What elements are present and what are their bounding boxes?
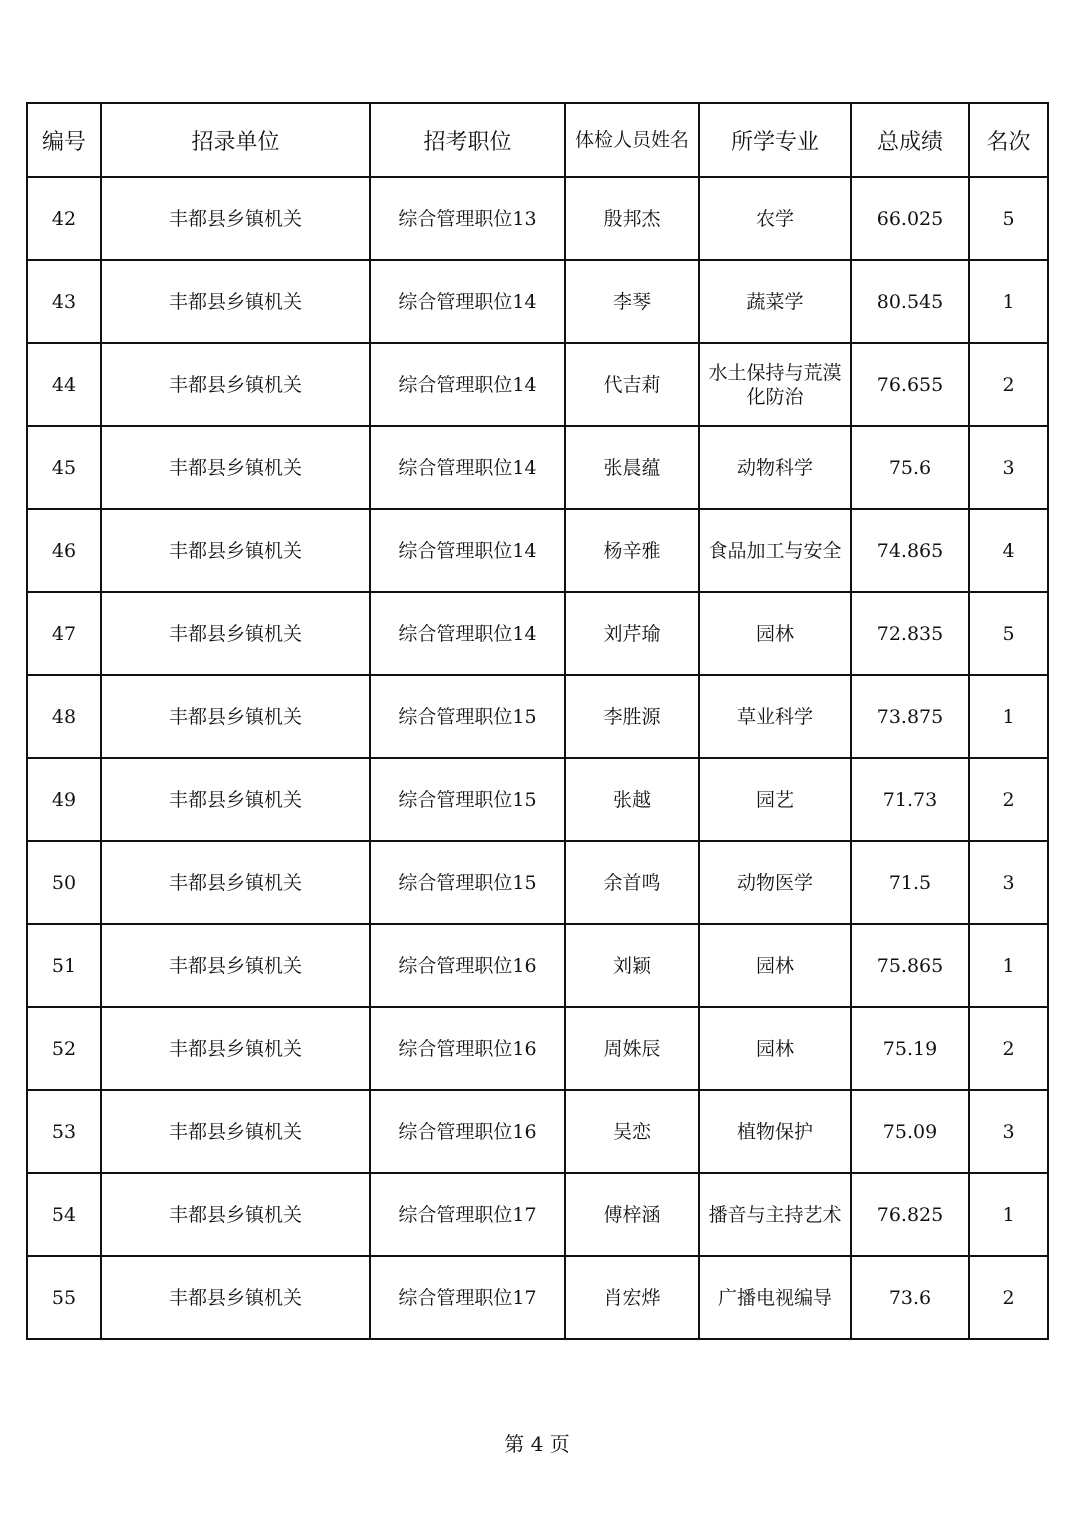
cell-major: 广播电视编导 bbox=[699, 1256, 851, 1339]
cell-total-score: 72.835 bbox=[851, 592, 969, 675]
cell-position: 综合管理职位14 bbox=[370, 426, 565, 509]
cell-position: 综合管理职位16 bbox=[370, 1090, 565, 1173]
cell-examinee-name: 李琴 bbox=[565, 260, 699, 343]
header-recruiting-unit: 招录单位 bbox=[101, 103, 370, 177]
cell-major: 园林 bbox=[699, 924, 851, 1007]
cell-number: 54 bbox=[27, 1173, 101, 1256]
cell-major: 播音与主持艺术 bbox=[699, 1173, 851, 1256]
cell-recruiting-unit: 丰都县乡镇机关 bbox=[101, 758, 370, 841]
cell-rank: 2 bbox=[969, 1007, 1048, 1090]
cell-number: 49 bbox=[27, 758, 101, 841]
cell-number: 42 bbox=[27, 177, 101, 260]
cell-total-score: 75.19 bbox=[851, 1007, 969, 1090]
cell-number: 53 bbox=[27, 1090, 101, 1173]
table-row bbox=[27, 675, 1048, 758]
cell-position: 综合管理职位15 bbox=[370, 675, 565, 758]
cell-total-score: 66.025 bbox=[851, 177, 969, 260]
cell-recruiting-unit: 丰都县乡镇机关 bbox=[101, 426, 370, 509]
cell-position: 综合管理职位13 bbox=[370, 177, 565, 260]
cell-position: 综合管理职位14 bbox=[370, 343, 565, 426]
cell-major: 动物科学 bbox=[699, 426, 851, 509]
header-major: 所学专业 bbox=[699, 103, 851, 177]
cell-number: 48 bbox=[27, 675, 101, 758]
cell-major: 动物医学 bbox=[699, 841, 851, 924]
header-position: 招考职位 bbox=[370, 103, 565, 177]
table-row bbox=[27, 924, 1048, 1007]
cell-rank: 1 bbox=[969, 1173, 1048, 1256]
cell-number: 47 bbox=[27, 592, 101, 675]
cell-position: 综合管理职位16 bbox=[370, 924, 565, 1007]
cell-position: 综合管理职位16 bbox=[370, 1007, 565, 1090]
cell-number: 52 bbox=[27, 1007, 101, 1090]
cell-examinee-name: 刘颖 bbox=[565, 924, 699, 1007]
table-row bbox=[27, 1256, 1048, 1339]
cell-recruiting-unit: 丰都县乡镇机关 bbox=[101, 343, 370, 426]
cell-major: 植物保护 bbox=[699, 1090, 851, 1173]
cell-rank: 5 bbox=[969, 592, 1048, 675]
table-row bbox=[27, 177, 1048, 260]
cell-total-score: 75.6 bbox=[851, 426, 969, 509]
cell-major: 农学 bbox=[699, 177, 851, 260]
header-rank: 名次 bbox=[969, 103, 1048, 177]
table-row bbox=[27, 1173, 1048, 1256]
header-row bbox=[27, 103, 1048, 177]
cell-major: 园林 bbox=[699, 1007, 851, 1090]
cell-number: 50 bbox=[27, 841, 101, 924]
table-row bbox=[27, 343, 1048, 426]
cell-rank: 3 bbox=[969, 841, 1048, 924]
cell-position: 综合管理职位17 bbox=[370, 1173, 565, 1256]
cell-recruiting-unit: 丰都县乡镇机关 bbox=[101, 1173, 370, 1256]
cell-rank: 2 bbox=[969, 343, 1048, 426]
cell-total-score: 73.875 bbox=[851, 675, 969, 758]
cell-position: 综合管理职位15 bbox=[370, 758, 565, 841]
cell-position: 综合管理职位17 bbox=[370, 1256, 565, 1339]
cell-recruiting-unit: 丰都县乡镇机关 bbox=[101, 1007, 370, 1090]
cell-position: 综合管理职位14 bbox=[370, 260, 565, 343]
cell-major: 水土保持与荒漠化防治 bbox=[699, 343, 851, 426]
cell-position: 综合管理职位14 bbox=[370, 592, 565, 675]
cell-rank: 1 bbox=[969, 924, 1048, 1007]
cell-total-score: 76.825 bbox=[851, 1173, 969, 1256]
cell-number: 45 bbox=[27, 426, 101, 509]
page-number: 第 4 页 bbox=[504, 1432, 570, 1456]
cell-total-score: 74.865 bbox=[851, 509, 969, 592]
cell-examinee-name: 周姝辰 bbox=[565, 1007, 699, 1090]
cell-number: 46 bbox=[27, 509, 101, 592]
header-total-score: 总成绩 bbox=[851, 103, 969, 177]
table-row bbox=[27, 592, 1048, 675]
cell-major: 园艺 bbox=[699, 758, 851, 841]
cell-examinee-name: 张越 bbox=[565, 758, 699, 841]
cell-recruiting-unit: 丰都县乡镇机关 bbox=[101, 1090, 370, 1173]
cell-examinee-name: 李胜源 bbox=[565, 675, 699, 758]
cell-rank: 2 bbox=[969, 1256, 1048, 1339]
cell-examinee-name: 肖宏烨 bbox=[565, 1256, 699, 1339]
cell-recruiting-unit: 丰都县乡镇机关 bbox=[101, 592, 370, 675]
cell-total-score: 73.6 bbox=[851, 1256, 969, 1339]
cell-examinee-name: 余首鸣 bbox=[565, 841, 699, 924]
cell-number: 55 bbox=[27, 1256, 101, 1339]
cell-examinee-name: 殷邦杰 bbox=[565, 177, 699, 260]
table-row bbox=[27, 841, 1048, 924]
cell-rank: 2 bbox=[969, 758, 1048, 841]
header-number: 编号 bbox=[27, 103, 101, 177]
cell-recruiting-unit: 丰都县乡镇机关 bbox=[101, 841, 370, 924]
cell-major: 蔬菜学 bbox=[699, 260, 851, 343]
cell-recruiting-unit: 丰都县乡镇机关 bbox=[101, 1256, 370, 1339]
cell-rank: 1 bbox=[969, 260, 1048, 343]
cell-number: 51 bbox=[27, 924, 101, 1007]
cell-major: 园林 bbox=[699, 592, 851, 675]
cell-recruiting-unit: 丰都县乡镇机关 bbox=[101, 260, 370, 343]
cell-rank: 4 bbox=[969, 509, 1048, 592]
table-row bbox=[27, 1090, 1048, 1173]
header-examinee-name: 体检人员姓名 bbox=[565, 103, 699, 177]
cell-recruiting-unit: 丰都县乡镇机关 bbox=[101, 509, 370, 592]
cell-total-score: 76.655 bbox=[851, 343, 969, 426]
cell-examinee-name: 张晨蕴 bbox=[565, 426, 699, 509]
cell-recruiting-unit: 丰都县乡镇机关 bbox=[101, 177, 370, 260]
table-row bbox=[27, 426, 1048, 509]
cell-examinee-name: 傅梓涵 bbox=[565, 1173, 699, 1256]
cell-rank: 3 bbox=[969, 426, 1048, 509]
cell-examinee-name: 刘芹瑜 bbox=[565, 592, 699, 675]
cell-total-score: 75.865 bbox=[851, 924, 969, 1007]
cell-position: 综合管理职位14 bbox=[370, 509, 565, 592]
cell-examinee-name: 代吉莉 bbox=[565, 343, 699, 426]
cell-examinee-name: 吴恋 bbox=[565, 1090, 699, 1173]
cell-total-score: 80.545 bbox=[851, 260, 969, 343]
cell-major: 食品加工与安全 bbox=[699, 509, 851, 592]
table-body bbox=[27, 177, 1048, 1339]
table-row bbox=[27, 509, 1048, 592]
cell-rank: 3 bbox=[969, 1090, 1048, 1173]
cell-total-score: 71.5 bbox=[851, 841, 969, 924]
cell-recruiting-unit: 丰都县乡镇机关 bbox=[101, 924, 370, 1007]
cell-rank: 1 bbox=[969, 675, 1048, 758]
cell-recruiting-unit: 丰都县乡镇机关 bbox=[101, 675, 370, 758]
cell-number: 43 bbox=[27, 260, 101, 343]
table-row bbox=[27, 758, 1048, 841]
table-row bbox=[27, 260, 1048, 343]
cell-total-score: 71.73 bbox=[851, 758, 969, 841]
cell-position: 综合管理职位15 bbox=[370, 841, 565, 924]
cell-major: 草业科学 bbox=[699, 675, 851, 758]
cell-rank: 5 bbox=[969, 177, 1048, 260]
cell-total-score: 75.09 bbox=[851, 1090, 969, 1173]
table-row bbox=[27, 1007, 1048, 1090]
cell-number: 44 bbox=[27, 343, 101, 426]
cell-examinee-name: 杨辛雅 bbox=[565, 509, 699, 592]
results-table bbox=[26, 102, 1049, 1340]
